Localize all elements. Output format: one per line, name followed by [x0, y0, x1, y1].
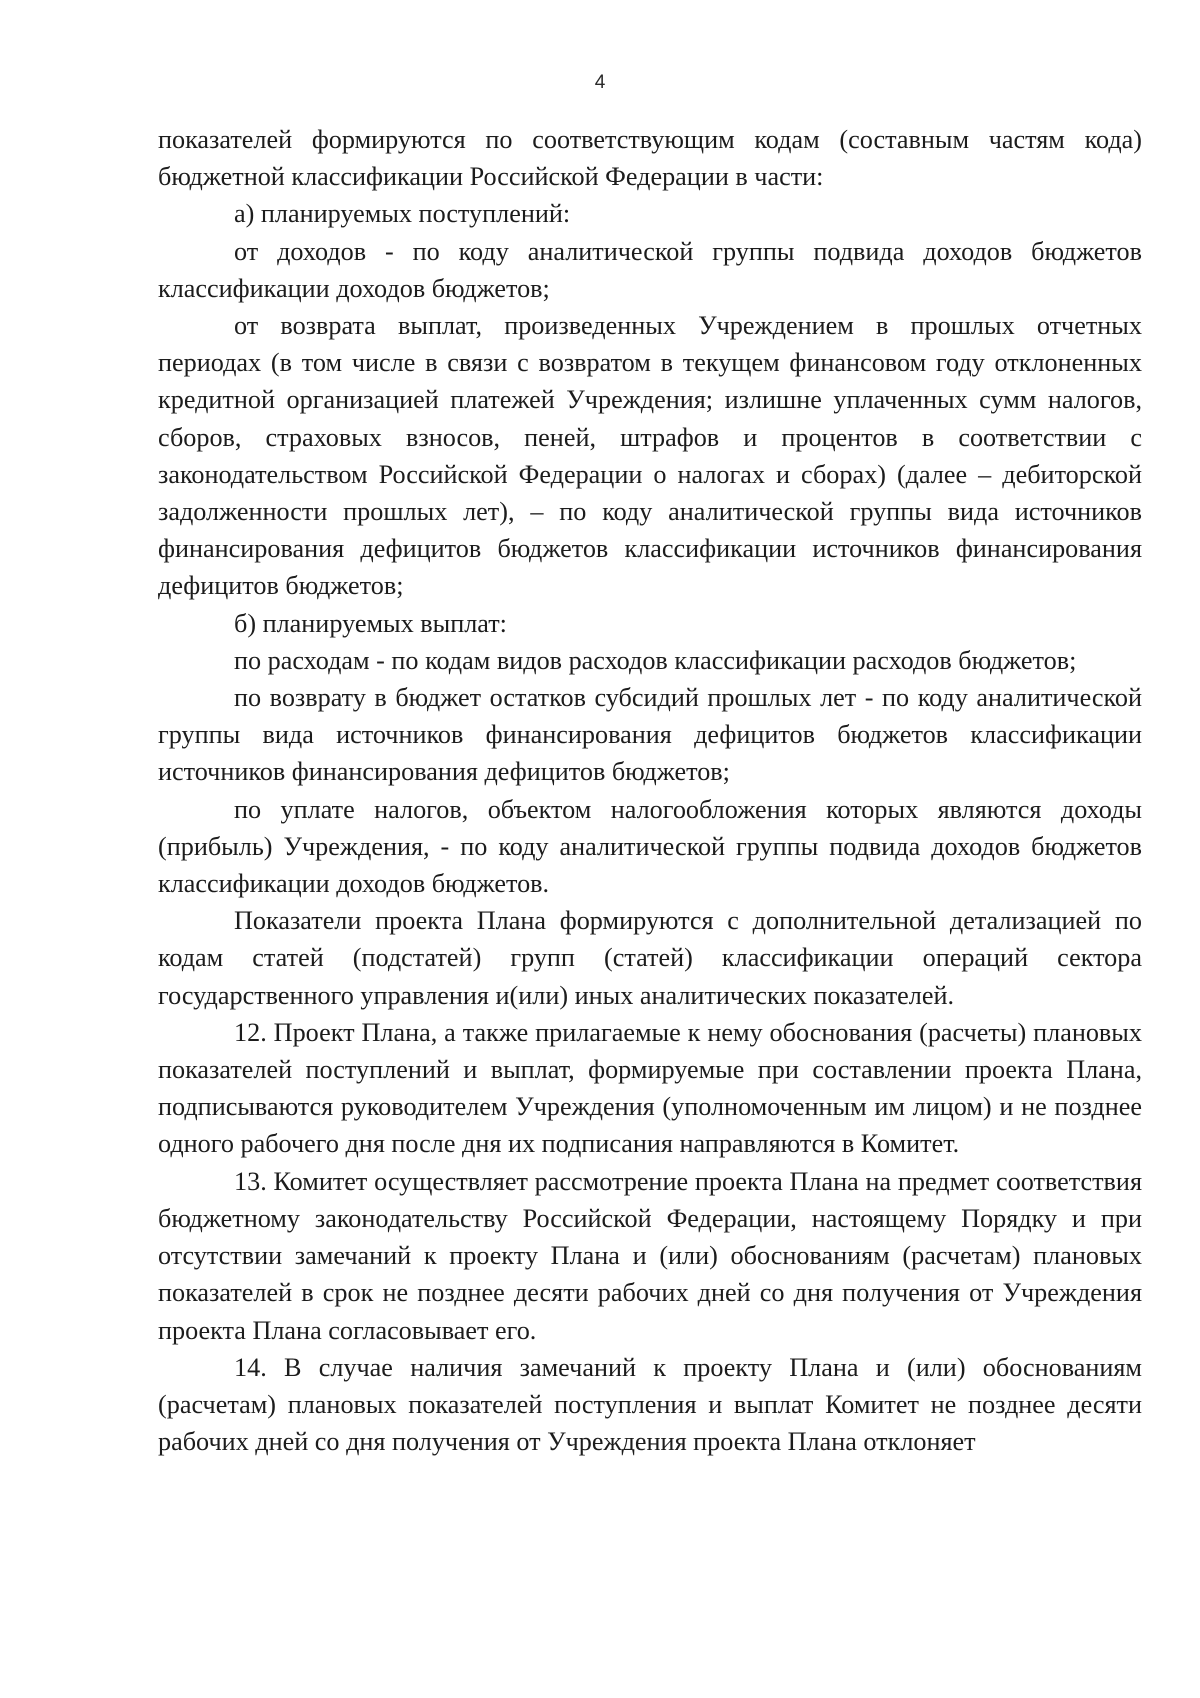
paragraph: Показатели проекта Плана формируются с дополнительной детализацией по кодам статей (подстатей) групп (статей) классификации операций сектора государственного управления и(или) иных аналитических показателей.: [158, 906, 1142, 1010]
list-item-a: а) планируемых поступлений:: [234, 199, 571, 229]
paragraph: от доходов - по коду аналитической группы подвида доходов бюджетов классификации доходов бюджетов;: [158, 236, 1142, 303]
paragraph-continuation: показателей формируются по соответствующим кодам (составным частям кода) бюджетной классификации Российской Федерации в части:: [158, 125, 1142, 192]
list-item-b: б) планируемых выплат:: [234, 608, 507, 638]
clause-12: 12. Проект Плана, а также прилагаемые к нему обоснования (расчеты) плановых показателей поступлений и выплат, формируемые при составлении проекта Плана, подписываются руководителем Учреждения (уполномоченным им лицом) и не позднее одного рабочего дня после дня их подписания направляются в Комитет.: [158, 1017, 1142, 1159]
paragraph: по уплате налогов, объектом налогообложения которых являются доходы (прибыль) Учреждения, - по коду аналитической группы подвида доходов бюджетов классификации доходов бюджетов.: [158, 794, 1142, 899]
paragraph: по расходам - по кодам видов расходов классификации расходов бюджетов;: [234, 645, 1077, 675]
page-number: 4: [594, 72, 606, 93]
paragraph: от возврата выплат, произведенных Учреждением в прошлых отчетных периодах (в том числе в связи с возвратом в текущем финансовом году отклоненных кредитной организацией платежей Учреждения; излишне уплаченных сумм налогов, сборов, страховых взносов, пеней, штрафов и процентов в соответствии с законодательством Российской Федерации о налогах и сборах) (далее – дебиторской задолженности прошлых лет), – по коду аналитической группы вида источников финансирования дефицитов бюджетов классификации источников финансирования дефицитов бюджетов;: [158, 311, 1142, 601]
paragraph: по возврату в бюджет остатков субсидий прошлых лет - по коду аналитической группы вида источников финансирования дефицитов бюджетов классификации источников финансирования дефицитов бюджетов;: [158, 683, 1142, 787]
document-body: [158, 121, 1142, 1460]
clause-13: 13. Комитет осуществляет рассмотрение проекта Плана на предмет соответствия бюджетному законодательству Российской Федерации, настоящему Порядку и при отсутствии замечаний к проекту Плана и (или) обоснованиям (расчетам) плановых показателей в срок не позднее десяти рабочих дней со дня получения от Учреждения проекта Плана согласовывает его.: [158, 1166, 1142, 1345]
clause-14: 14. В случае наличия замечаний к проекту Плана и (или) обоснованиям (расчетам) плановых показателей поступления и выплат Комитет не позднее десяти рабочих дней со дня получения от Учреждения проекта Плана отклоняет: [158, 1352, 1142, 1457]
